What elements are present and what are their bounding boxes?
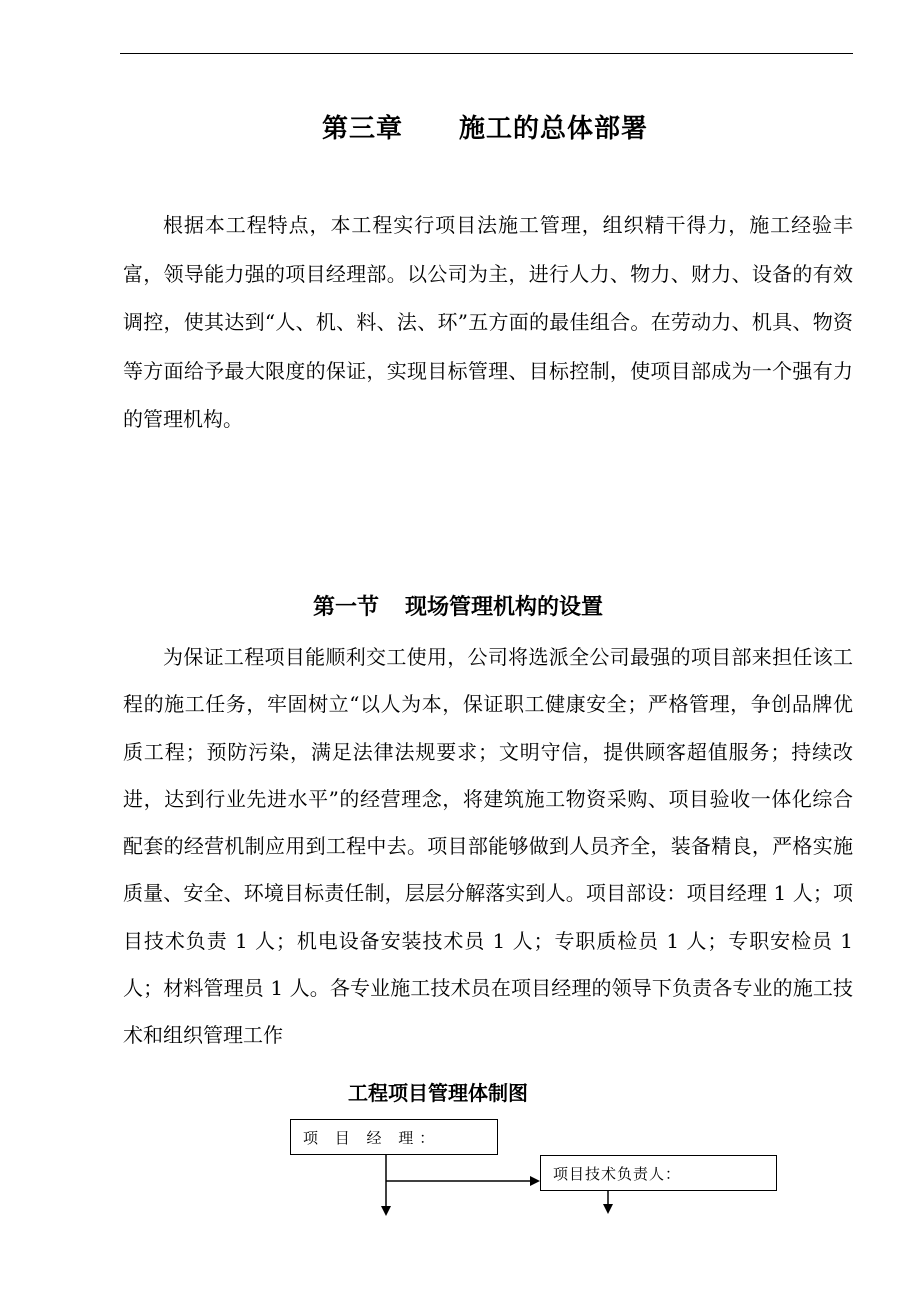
diagram-title: 工程项目管理体制图 xyxy=(348,1081,528,1105)
chapter-title: 施工的总体部署 xyxy=(459,114,649,144)
tech-lead-box xyxy=(540,1155,777,1191)
arrowhead-pm-down xyxy=(381,1206,391,1216)
project-manager-box xyxy=(290,1119,498,1155)
section-title: 现场管理机构的设置 xyxy=(405,595,604,620)
section-paragraph: 为保证工程项目能顺利交工使用，公司将选派全公司最强的项目部来担任该工程的施工任务，牢固树立“以人为本，保证职工健康安全；严格管理，争创品牌优质工程；预防污染，满足法律法规要求；文明守信，提供顾客超值服务；持续改进，达到行业先进水平”的经营理念，将建筑施工物资采购、项目验收一体化综合配套的经营机制应用到工程中去。项目部能够做到人员齐全，装备精良，严格实施质量、安全、环境目标责任制，层层分解落实到人。项目部设：项目经理 1 人；项目技术负责 1 人；机电设备安装技术员 1 人；专职质检员 1 人；专职安检员 1 人；材料管理员 1 人。各专业施工技术员在项目经理的领导下负责各专业的施工技术和组织管理工作 xyxy=(123,645,853,1048)
intro-paragraph: 根据本工程特点，本工程实行项目法施工管理，组织精干得力，施工经验丰富，领导能力强的项目经理部。以公司为主，进行人力、物力、财力、设备的有效调控，使其达到“人、机、料、法、环”五方面的最佳组合。在劳动力、机具、物资等方面给予最大限度的保证，实现目标管理、目标控制，使项目部成为一个强有力的管理机构。 xyxy=(123,213,853,431)
arrowhead-to-tech xyxy=(530,1176,540,1186)
tech-lead-label: 项目技术负责人： xyxy=(553,1164,682,1183)
section-number: 第一节 xyxy=(312,595,379,620)
project-manager-label: 项 目 经 理： xyxy=(303,1128,441,1147)
chapter-number: 第三章 xyxy=(321,114,403,144)
arrowhead-tech-down xyxy=(603,1204,613,1214)
